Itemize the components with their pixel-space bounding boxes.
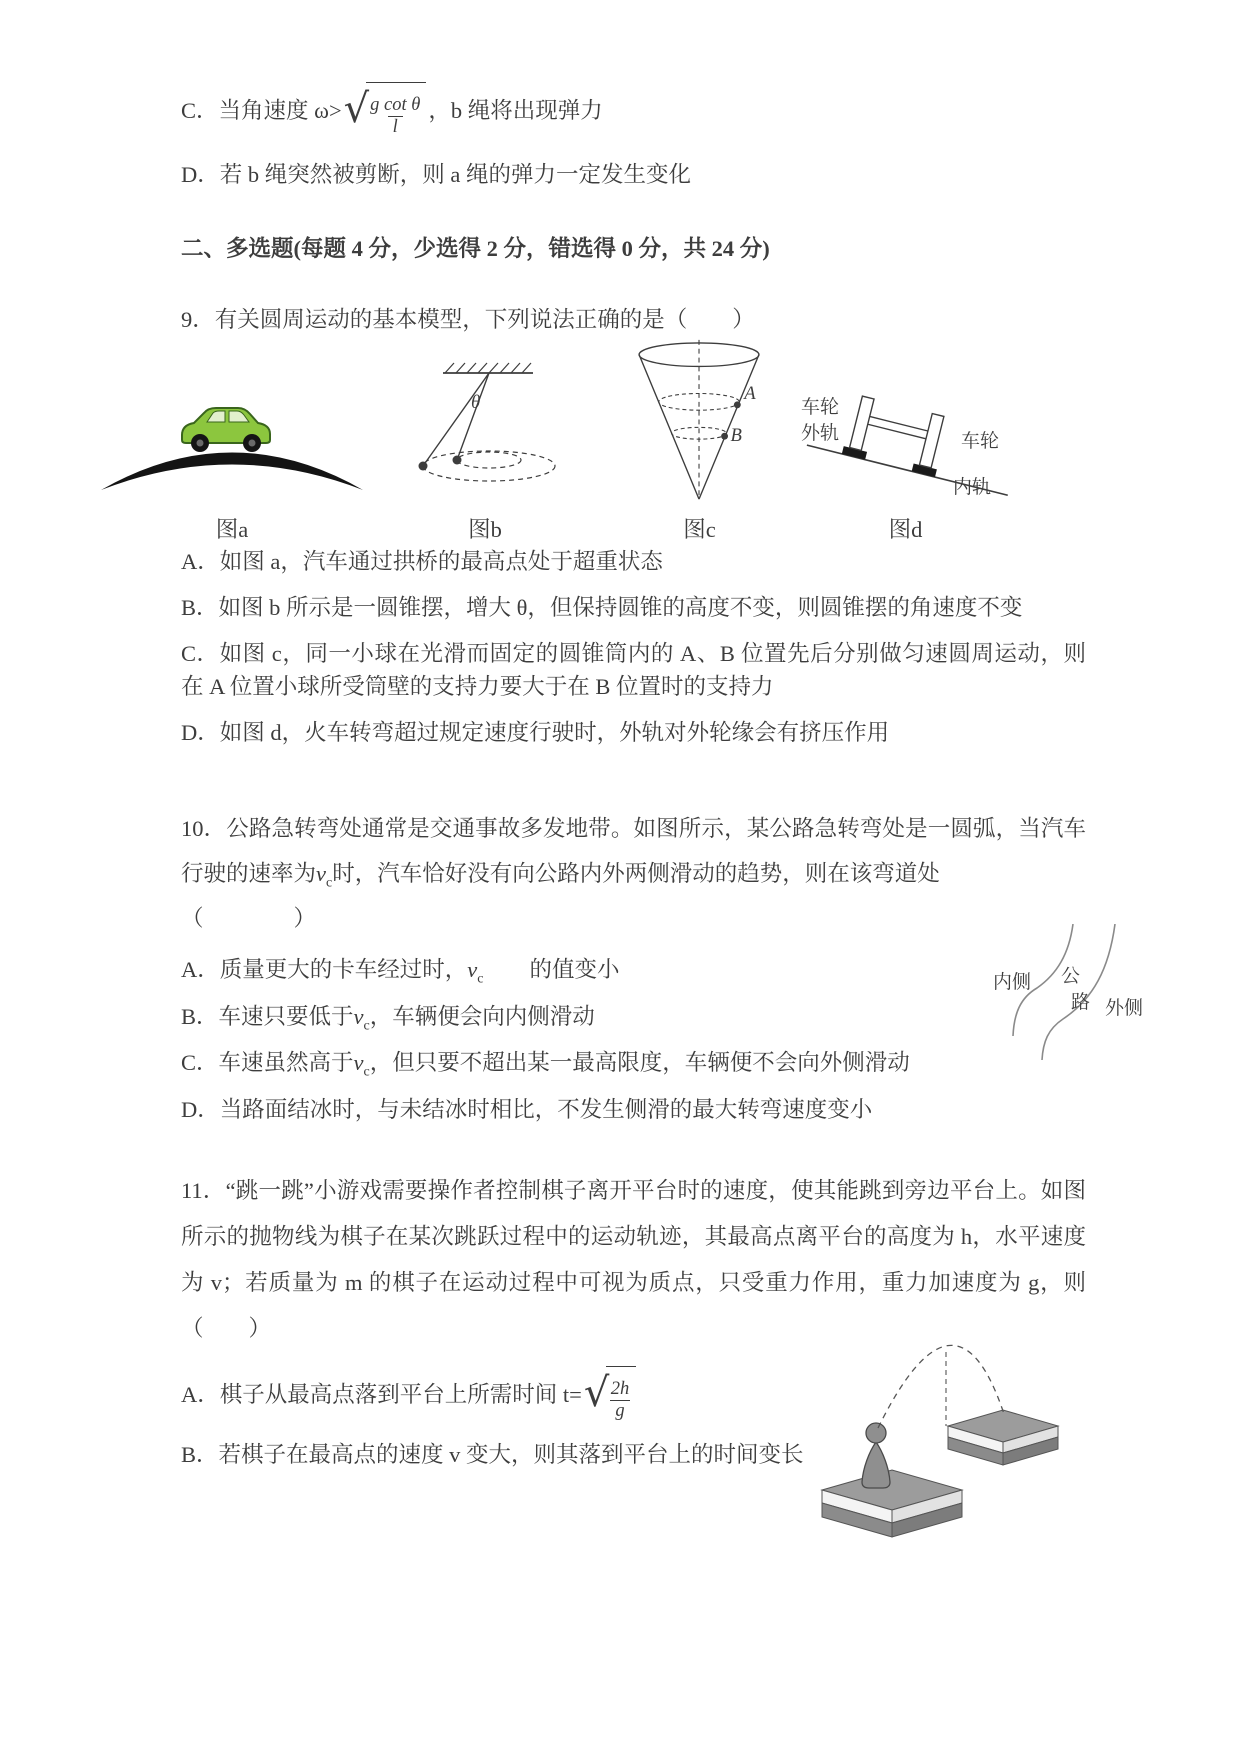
sqrt-expression [584, 1366, 636, 1422]
figure-c-label: 图c [683, 517, 716, 542]
radicand [366, 82, 426, 138]
radical-sign: √ [343, 86, 370, 132]
q10-stem-suffix: 时，汽车恰好没有向公路内外两侧滑动的趋势，则在该弯道处 [332, 861, 940, 886]
q9-option-a: A．如图 a，汽车通过拱桥的最高点处于超重状态 [181, 549, 663, 574]
option-text: ，车辆便会向内侧滑动 [369, 1003, 595, 1029]
fraction-numerator: g cot θ [370, 94, 421, 115]
cone-side-left [639, 355, 699, 499]
axle-top [869, 416, 927, 431]
q10-stem-prefix: 10．公路急转弯处通常是交通事故多发地带。如图所示，某公路急转弯处是一圆弧，当汽车行驶的速率为 [181, 816, 1086, 886]
pendulum-string-inner [457, 373, 489, 460]
q9-figure-c [612, 336, 787, 544]
option-a-prefix: A．棋子从最高点落到平台上所需时间 t= [181, 1381, 582, 1407]
q9-option-c: C．如图 c，同一小球在光滑而固定的圆锥筒内的 A、B 位置先后分别做匀速圆周运动，则在 A 位置小球所受筒壁的支持力要大于在 B 位置时的支持力 [181, 641, 1086, 699]
q11-block [181, 1168, 1086, 1471]
option-text: ，但只要不超出某一最高限度，车辆便不会向外侧滑动 [369, 1050, 910, 1075]
outer-rail-label: 外轨 [800, 423, 839, 444]
option-c-suffix: ，b 绳将出现弹力 [428, 97, 603, 123]
q10-figure-road [993, 924, 1148, 1062]
option-text: A．质量更大的卡车经过时， [181, 957, 468, 982]
option-c-prefix: C．当角速度 ω> [181, 97, 342, 123]
figure-b-label: 图b [468, 517, 502, 542]
fraction [370, 95, 420, 137]
figure-a-label: 图a [215, 517, 249, 542]
q9-figure-b [385, 336, 585, 544]
velocity-subscript: c [363, 1018, 370, 1033]
train-wheels-figure [801, 383, 1011, 505]
velocity-subscript: c [363, 1064, 370, 1080]
q9-option-d: D．如图 d，火车转弯超过规定速度行驶时，外轨对外轮缘会有挤压作用 [181, 720, 890, 745]
right-platform [948, 1410, 1058, 1465]
arch-bridge [101, 453, 363, 491]
prev-option-d: D．若 b 绳突然被剪断，则 a 绳的弹力一定发生变化 [181, 162, 691, 187]
inner-rail-label: 内轨 [952, 477, 991, 498]
option-text: 的值变小 [529, 957, 620, 982]
radicand [606, 1366, 635, 1422]
road-label-1: 公 [1061, 966, 1081, 987]
fraction-denominator: l [388, 116, 403, 138]
option-text: C．车速虽然高于 [181, 1050, 354, 1075]
velocity-symbol: v [467, 957, 478, 982]
prev-option-c [181, 83, 1081, 137]
point-a-label: A [744, 382, 756, 404]
q9-figure-d [798, 336, 1013, 544]
game-piece [862, 1423, 890, 1488]
cone-side-right [699, 355, 759, 499]
axle-bottom [867, 424, 925, 439]
conical-pendulum-figure [385, 353, 585, 505]
q11-option-b: B．若棋子在最高点的速度 v 变大，则其落到平台上的时间变长 [181, 1442, 804, 1467]
q10-option-b [181, 1000, 1086, 1034]
inner-side-label: 内侧 [993, 972, 1032, 993]
wheel-left-label: 车轮 [800, 397, 839, 418]
q9-options [181, 545, 1086, 762]
ball-at-b [721, 433, 728, 440]
arch-bridge-figure [98, 393, 366, 505]
fraction [610, 1379, 629, 1421]
cone-figure [617, 336, 782, 505]
spacer [181, 941, 1086, 953]
radical-sign: √ [583, 1370, 610, 1416]
figure-d-label: 图d [888, 517, 923, 542]
left-platform [822, 1470, 962, 1537]
q10-option-a [181, 953, 1086, 987]
car-icon [182, 408, 270, 452]
road-label-2: 路 [1071, 992, 1091, 1013]
ceiling-hatch [443, 363, 533, 373]
velocity-symbol: v [316, 861, 327, 886]
right-wheel [919, 414, 943, 468]
q11-stem: 11．“跳一跳”小游戏需要操作者控制棋子离开平台时的速度，使其能跳到旁边平台上。如图所示的抛物线为棋子在某次跳跃过程中的运动轨迹，其最高点离平台的高度为 h，水平速度为 v；若质量为 m 的棋子在运动过程中可视为质点，只受重力作用，重力加速度为 g，则（ ） [181, 1178, 1086, 1341]
velocity-symbol: v [353, 1003, 364, 1029]
q10-answer-paren: （ ） [181, 906, 317, 931]
wheel-right-label: 车轮 [960, 431, 999, 452]
point-b-label: B [730, 425, 742, 447]
outer-side-label: 外侧 [1105, 998, 1144, 1019]
fraction-numerator: 2h [610, 1378, 630, 1399]
option-text: B．车速只要低于 [181, 1003, 354, 1029]
q9-option-b: B．如图 b 所示是一圆锥摆，增大 θ，但保持圆锥的高度不变，则圆锥摆的角速度不变 [181, 595, 1023, 620]
ball-at-a [734, 401, 741, 408]
q10-block [181, 806, 1144, 1139]
cone-rim [639, 343, 759, 367]
left-wheel [849, 396, 873, 450]
q10-option-c [181, 1046, 1086, 1080]
q10-option-d: D．当路面结冰时，与未结冰时相比，不发生侧滑的最大转弯速度变小 [181, 1096, 873, 1122]
sqrt-expression [344, 82, 427, 138]
q9-stem: 9．有关圆周运动的基本模型，下列说法正确的是（ ） [181, 307, 755, 332]
velocity-subscript: c [326, 875, 333, 891]
fraction-denominator: g [610, 1400, 629, 1422]
section-header: 二、多选题(每题 4 分，少选得 2 分，错选得 0 分，共 24 分) [181, 236, 770, 261]
velocity-symbol: v [353, 1050, 364, 1075]
velocity-subscript: c [477, 971, 484, 987]
inner-circular-path [457, 452, 521, 468]
theta-label: θ [471, 392, 481, 413]
q10-stem [181, 806, 1086, 896]
q11-figure-jump-game [816, 1330, 1061, 1545]
outer-circular-path [423, 451, 555, 481]
q9-figure-a [92, 336, 372, 544]
